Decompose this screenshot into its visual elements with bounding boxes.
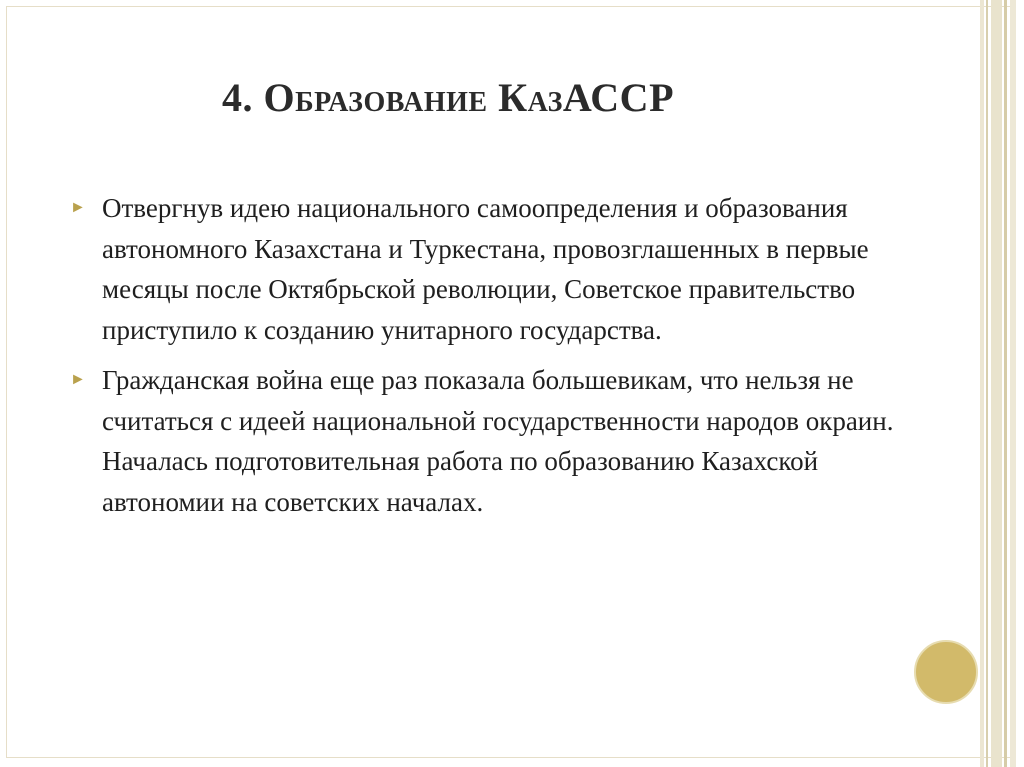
decorative-stripe	[980, 0, 984, 767]
bullet-item	[70, 360, 900, 522]
bullet-text: Отвергнув идею национального самоопределения и образования автономного Казахстана и Туркестана, провозглашенных в первые месяцы после Октябрьской революции, Советское правительство приступило к созданию унитарного государства.	[102, 193, 869, 345]
slide-title: 4. Образование КазАССР	[222, 75, 675, 120]
bullet-list	[70, 188, 900, 532]
decorative-stripe	[1004, 0, 1007, 767]
decorative-stripe	[1010, 0, 1016, 767]
decorative-stripe	[986, 0, 988, 767]
decorative-circle	[914, 640, 978, 704]
triangle-right-icon: ►	[70, 371, 86, 388]
bullet-item	[70, 188, 900, 350]
bullet-text: Гражданская война еще раз показала большевикам, что нельзя не считаться с идеей национальной государственности народов окраин. Началась подготовительная работа по образованию Казахской автономии на советских началах.	[102, 365, 894, 517]
decorative-stripe	[991, 0, 1002, 767]
triangle-right-icon: ►	[70, 199, 86, 216]
